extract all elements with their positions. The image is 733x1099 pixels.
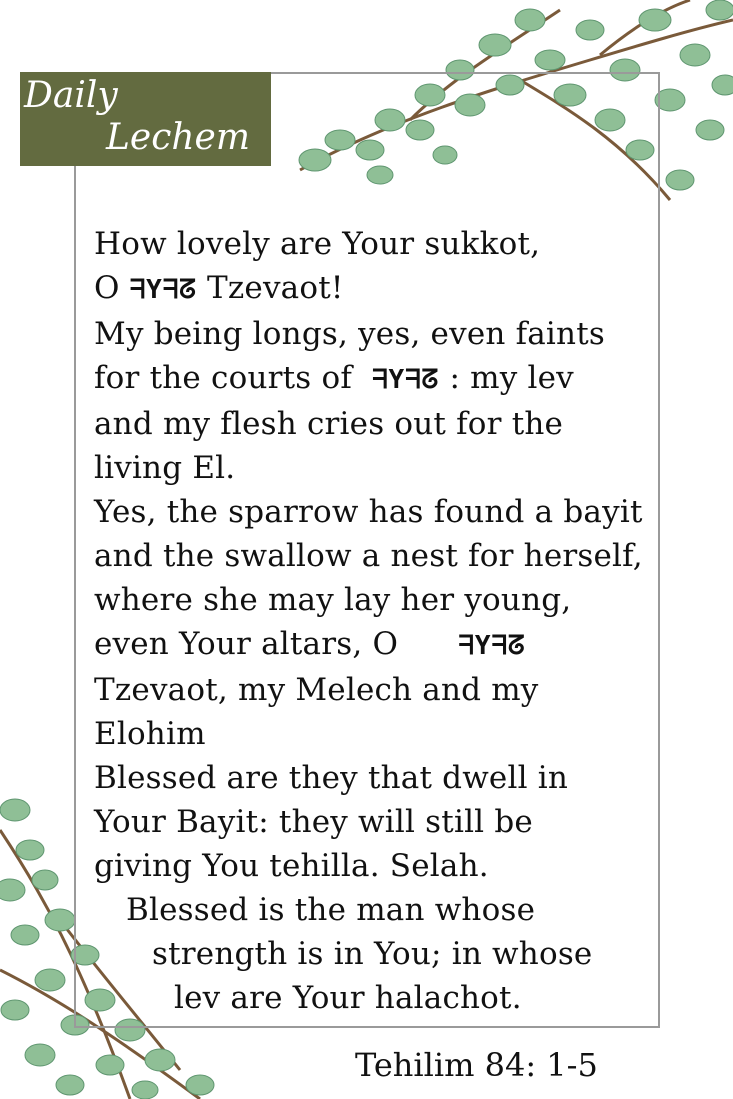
badge-line-1: Daily [24, 75, 118, 116]
verse-line: Blessed is the man whose [126, 892, 536, 928]
verse-line: Yes, the sparrow has found a bayit [94, 494, 643, 530]
verse-line: How lovely are Your sukkot, [94, 226, 541, 262]
verse-line: living El. [94, 450, 236, 486]
scripture-text [94, 222, 714, 1020]
verse-line: and my flesh cries out for the [94, 406, 564, 442]
verse-line: strength is in You; in whose [152, 936, 593, 972]
verse-line: Blessed are they that dwell in [94, 760, 569, 796]
verse-line: O ᖷYᖷᘔ Tzevaot! [94, 270, 344, 306]
verse-line: giving You tehilla. Selah. [94, 848, 489, 884]
verse-line: My being longs, yes, even faints [94, 316, 605, 352]
verse-line: for the courts of ᖷYᖷᘔ : my lev [94, 360, 574, 396]
scripture-reference: Tehilim 84: 1-5 [355, 1046, 598, 1084]
verse-line: Tzevaot, my Melech and my [94, 672, 539, 708]
divine-name: ᖷYᖷᘔ [458, 631, 526, 661]
verse-line: where she may lay her young, [94, 582, 572, 618]
badge-line-2: Lechem [106, 117, 250, 158]
verse-line: even Your altars, O ᖷYᖷᘔ [94, 626, 526, 662]
verse-line: lev are Your halachot. [174, 980, 522, 1016]
daily-lechem-badge [20, 72, 271, 166]
divine-name: ᖷYᖷᘔ [129, 275, 197, 305]
verse-line: Your Bayit: they will still be [94, 804, 533, 840]
verse-line: and the swallow a nest for herself, [94, 538, 643, 574]
divine-name: ᖷYᖷᘔ [372, 365, 440, 395]
verse-line: Elohim [94, 716, 206, 752]
